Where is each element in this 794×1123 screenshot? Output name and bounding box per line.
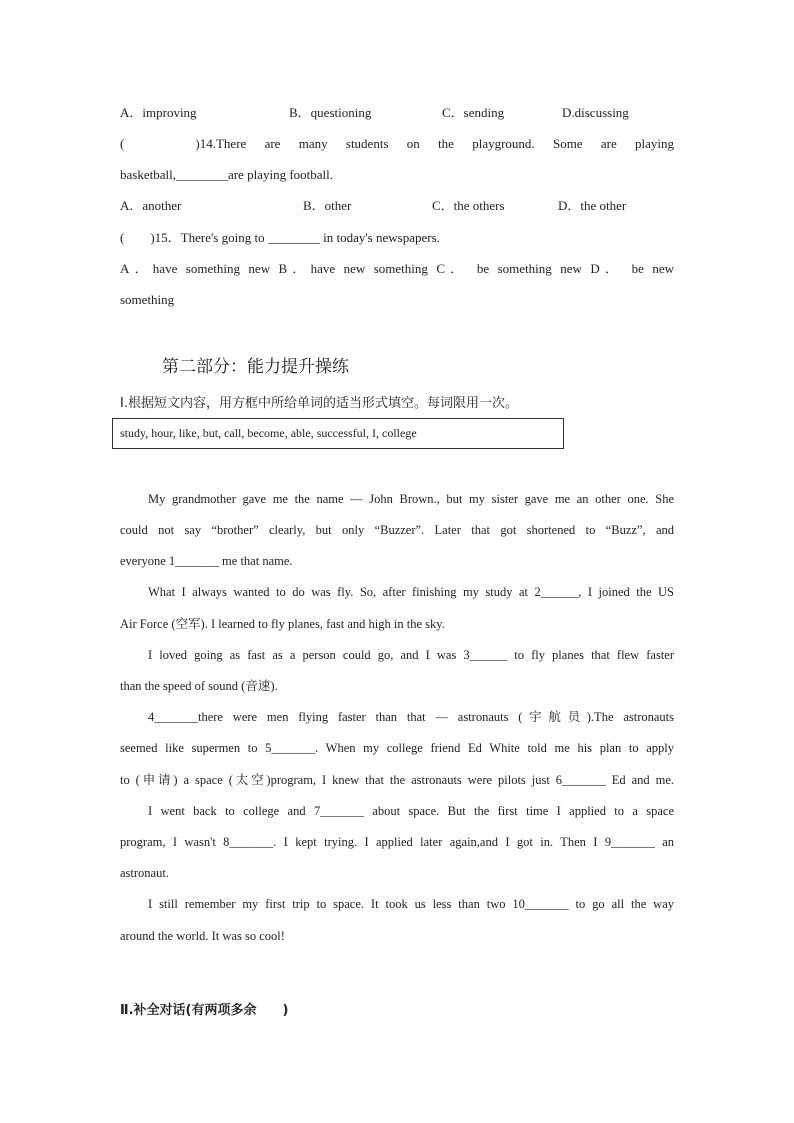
q14-option-c: C．the others [432,198,505,213]
passage-line: I loved going as fast as a person could go, and I was 3______ to fly planes that flew faster [148,648,674,662]
word-box: study, hour, like, but, call, become, able, successful, I, college [112,418,564,449]
q13-option-a: A．improving [120,105,197,120]
q13-option-b: B．questioning [289,105,372,120]
section2-title: Ⅱ.补全对话(有两项多余 ) [120,1003,289,1018]
q15-stem: ( )15．There's going to ________ in today's newspapers. [120,230,440,245]
passage-line: to (申请) a space (太空)program, I knew that the astronauts were pilots just 6_______ Ed and me. [120,773,674,787]
q14-stem-line2: basketball,________are playing football. [120,167,334,182]
passage-line: could not say “brother” clearly, but only “Buzzer”. Later that got shortened to “Buzz”, and [120,523,674,537]
q14-option-b: B．other [303,198,352,213]
passage-line: Air Force (空军). I learned to fly planes, fast and high in the sky. [120,617,445,631]
passage-line: seemed like supermen to 5_______. When my college friend Ed White told me his plan to apply [120,741,674,755]
passage-line: program, I wasn't 8_______. I kept trying. I applied later again,and I got in. Then I 9_______ an [120,835,674,849]
q15-options-line: A．have something new B．have new something C． be something new D． be new [120,261,674,276]
passage-line: everyone 1_______ me that name. [120,554,293,568]
passage-line: My grandmother gave me the name — John Brown., but my sister gave me an other one. She [148,492,674,506]
q15-options-continued: something [120,292,175,307]
q13-option-c: C．sending [442,105,505,120]
passage-line: What I always wanted to do was fly. So, after finishing my study at 2______, I joined the US [148,585,674,599]
passage-line: 4_______there were men flying faster than that — astronauts (宇航员).The astronauts [148,710,674,724]
passage-line: than the speed of sound (音速). [120,679,278,693]
passage-line: I went back to college and 7_______ about space. But the first time I applied to a space [148,804,674,818]
section1-instruction: Ⅰ.根据短文内容，用方框中所给单词的适当形式填空。每词限用一次。 [120,396,518,411]
passage-line: I still remember my first trip to space. It took us less than two 10_______ to go all the way [148,897,674,911]
passage-line: around the world. It was so cool! [120,929,285,943]
q13-option-d: D.discussing [562,105,629,120]
q14-option-a: A．another [120,198,182,213]
q14-stem-line1: ( )14.There are many students on the playground. Some are playing [120,136,674,151]
q14-option-d: D．the other [558,198,627,213]
part2-heading: 第二部分：能力提升操练 [162,357,349,377]
passage-line: astronaut. [120,866,169,880]
